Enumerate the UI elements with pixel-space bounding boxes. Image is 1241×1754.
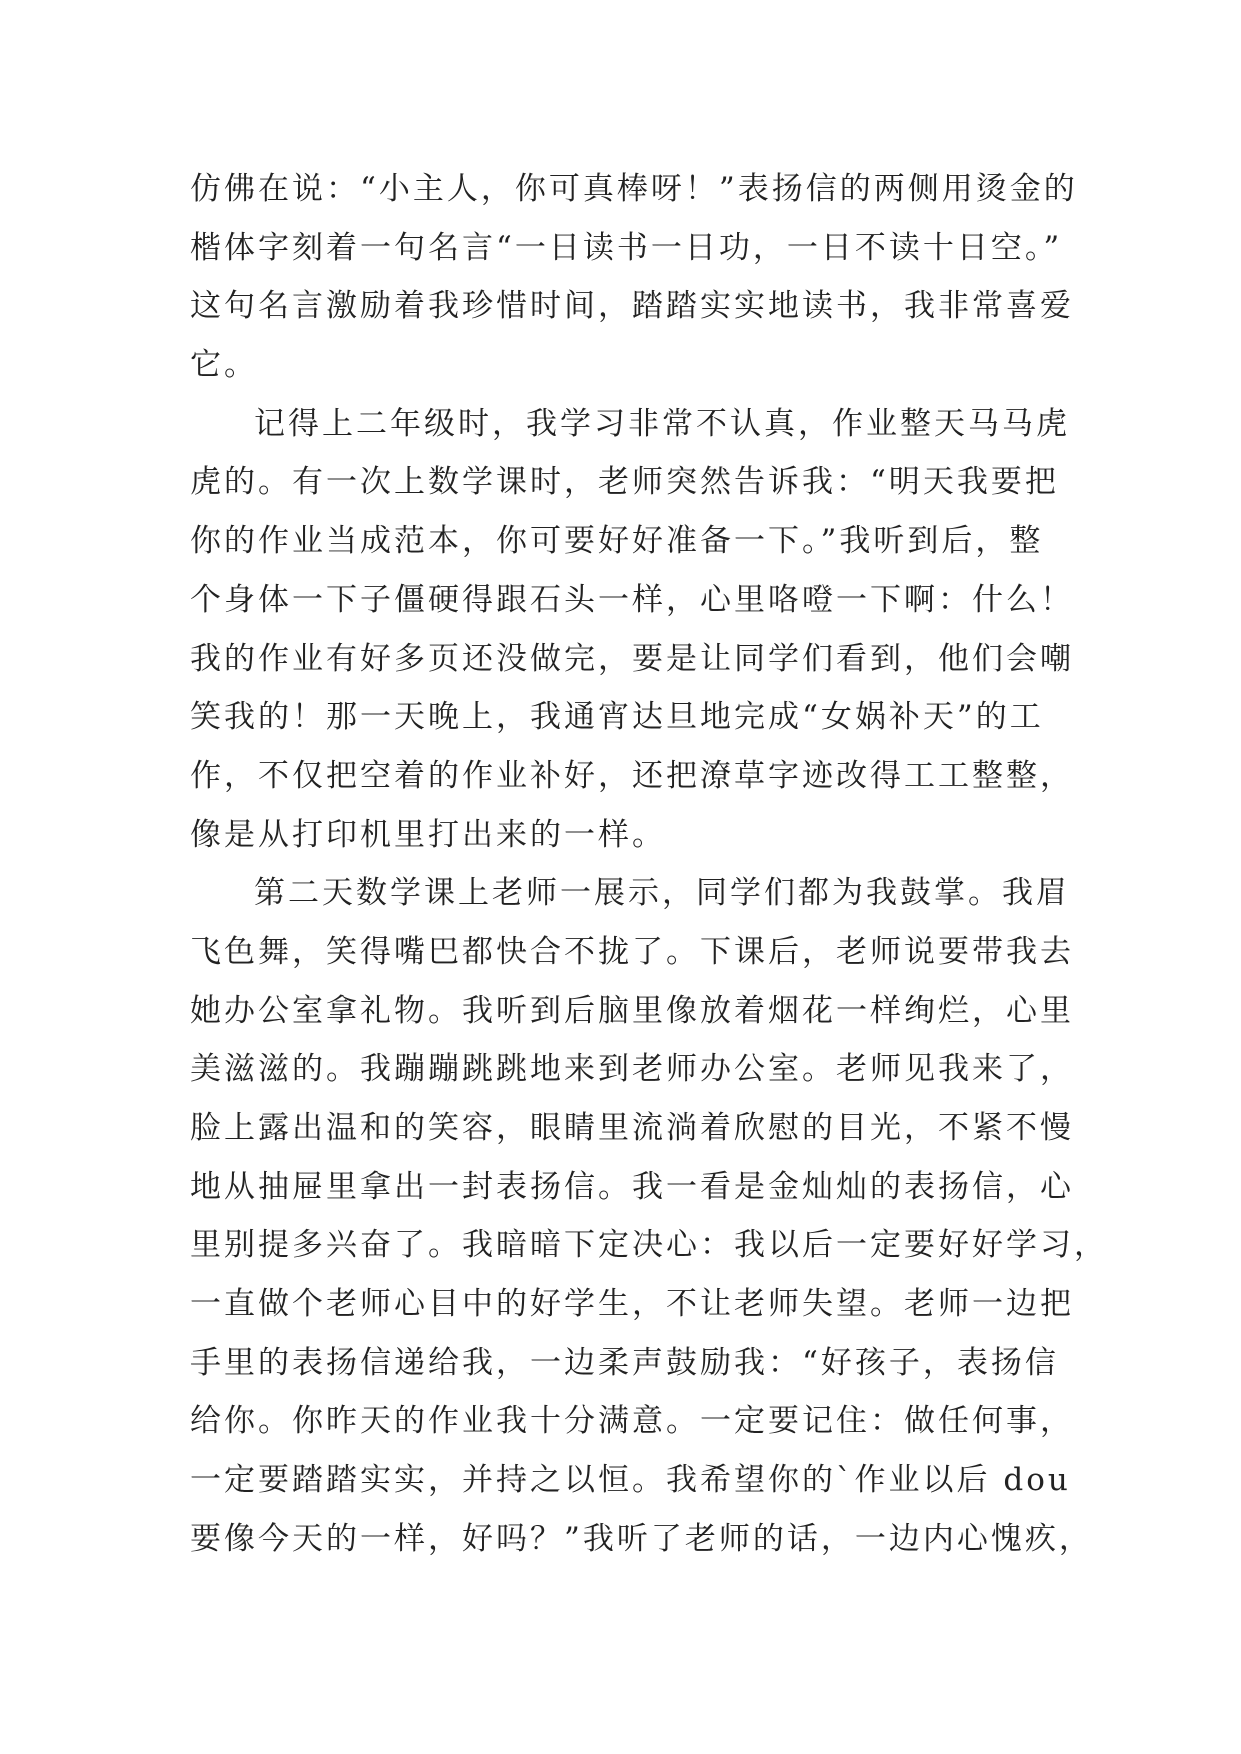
text-line: 飞色舞，笑得嘴巴都快合不拢了。下课后，老师说要带我去 — [190, 933, 1074, 970]
text-line: 一直做个老师心目中的好学生，不让老师失望。老师一边把 — [190, 1286, 1074, 1323]
text-line: 给你。你昨天的作业我十分满意。一定要记住：做任何事， — [190, 1403, 1074, 1440]
text-line: 你的作业当成范本，你可要好好准备一下。”我听到后，整 — [190, 523, 1044, 560]
essay-text-body — [190, 160, 1108, 1569]
text-line: 她办公室拿礼物。我听到后脑里像放着烟花一样绚烂，心里 — [190, 992, 1074, 1029]
text-line: 脸上露出温和的笑容，眼睛里流淌着欣慰的目光，不紧不慢 — [190, 1110, 1074, 1146]
text-line: 地从抽屉里拿出一封表扬信。我一看是金灿灿的表扬信，心 — [190, 1168, 1074, 1205]
text-line: 个身体一下子僵硬得跟石头一样，心里咯噔一下啊：什么！ — [190, 581, 1074, 618]
text-line: 手里的表扬信递给我，一边柔声鼓励我：“好孩子，表扬信 — [190, 1344, 1059, 1381]
text-line: 里别提多兴奋了。我暗暗下定决心：我以后一定要好好学习， — [190, 1227, 1108, 1264]
text-line: 美滋滋的。我蹦蹦跳跳地来到老师办公室。老师见我来了， — [190, 1051, 1074, 1088]
text-line: 要像今天的一样，好吗？”我听了老师的话，一边内心愧疚， — [190, 1520, 1093, 1557]
text-line: 作，不仅把空着的作业补好，还把潦草字迹改得工工整整， — [190, 757, 1074, 794]
text-line: 这句名言激励着我珍惜时间，踏踏实实地读书，我非常喜爱 — [190, 288, 1074, 325]
text-line: 虎的。有一次上数学课时，老师突然告诉我：“明天我要把 — [190, 464, 1059, 501]
text-line: 像是从打印机里打出来的一样。 — [190, 816, 666, 853]
paragraph-first-line: 记得上二年级时，我学习非常不认真，作业整天马马虎 — [254, 405, 1070, 442]
text-line: 我的作业有好多页还没做完，要是让同学们看到，他们会嘲 — [190, 640, 1074, 677]
text-line: 楷体字刻着一句名言“一日读书一日功，一日不读十日空。” — [190, 229, 1063, 266]
text-line: 一定要踏踏实实，并持之以恒。我希望你的`作业以后 dou — [190, 1462, 1071, 1499]
paragraph-first-line: 第二天数学课上老师一展示，同学们都为我鼓掌。我眉 — [254, 875, 1070, 912]
text-line: 仿佛在说：“小主人，你可真棒呀！”表扬信的两侧用烫金的 — [190, 171, 1078, 207]
text-line: 它。 — [190, 347, 258, 384]
text-line: 笑我的！那一天晚上，我通宵达旦地完成“女娲补天”的工 — [190, 699, 1044, 736]
